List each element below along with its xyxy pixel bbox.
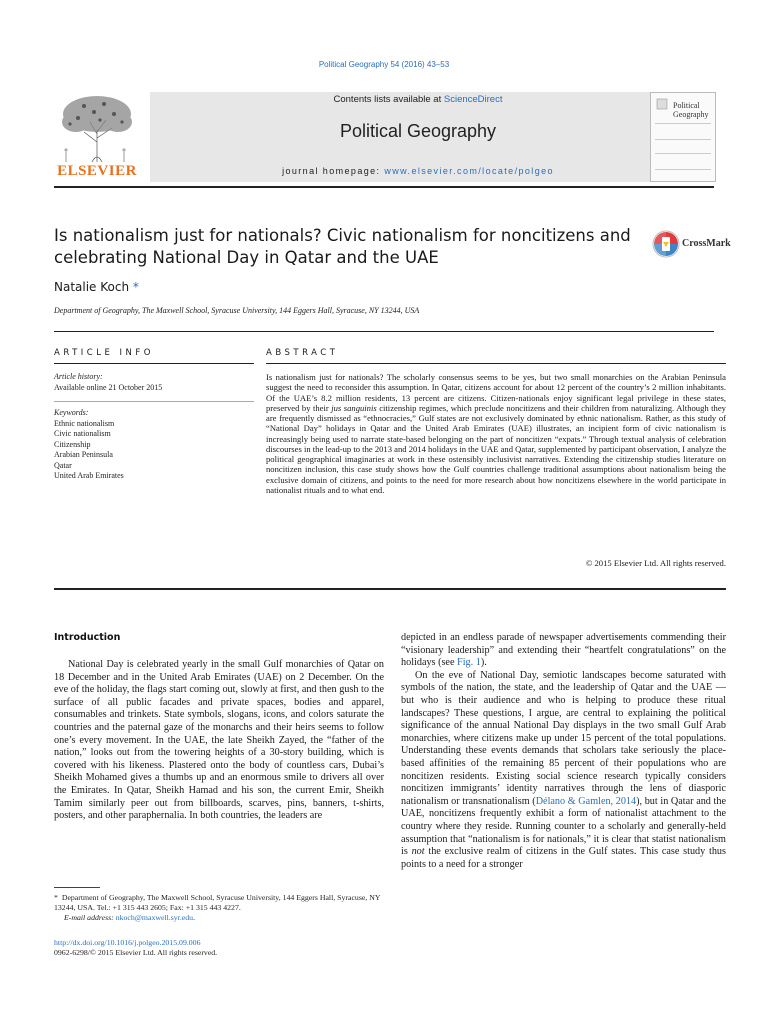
- paragraph-part: the exclusive realm of citizens in the Gulf states. This case study thus points to a need for a stronger: [401, 846, 726, 870]
- keyword: Citizenship: [54, 439, 91, 449]
- body-paragraph: [401, 670, 726, 872]
- author-name: Natalie Koch: [54, 280, 130, 294]
- keywords-label: Keywords:: [54, 408, 89, 417]
- body-paragraph: National Day is celebrated yearly in the small Gulf monarchies of Qatar on 18 December and in the United Arab Emirates (UAE) on 2 December. On the eve of the holiday, the flags start coming out, slowly at first, and then gush to the surface of all public facades and private spaces, bodies and apparel, consumables and trinkets. State symbols, slogans, icons, and colors saturate the countries and the paternal gaze of the monarchs and their heirs seems to follow one’s every movement. In the UAE, the late Sheikh Zayed, the “father of the nation,” looks out from the towering heights of a 30-story building, which is covered with his likeness. Plastered onto the body of countless cars, Dubai’s Sheikh Mohamed gives a thumbs up and an enormous smile to drivers all over the Emirates. In Qatar, Sheikh Hamad and his son, the current Emir, Sheikh Tamim similarly peer out from billboards, scarves, pins, banners, t-shirts, posters, and other paraphernalia. In both countries, the leaders are: [54, 659, 384, 822]
- abstract-italic: jus sanguinis: [331, 402, 377, 413]
- introduction-heading: Introduction: [54, 632, 121, 643]
- cover-title: [673, 101, 709, 119]
- crossmark-icon: [652, 230, 680, 258]
- elsevier-wordmark: ELSEVIER: [57, 163, 137, 179]
- crossmark-label: CrossMark: [682, 238, 731, 249]
- author-affiliation: Department of Geography, The Maxwell School, Syracuse University, 144 Eggers Hall, Syracuse, NY 13244, USA: [54, 306, 420, 315]
- reference-link[interactable]: Délano & Gamlen, 2014: [535, 795, 637, 807]
- email-link[interactable]: nkoch@maxwell.syr.edu: [115, 913, 194, 922]
- contents-prefix: Contents lists available at: [333, 94, 444, 105]
- issn-line: 0962-6298/© 2015 Elsevier Ltd. All rights reserved.: [54, 948, 218, 957]
- cover-title-line1: Political: [673, 101, 700, 110]
- footnote-email-line: [54, 913, 384, 923]
- article-title: [54, 225, 644, 269]
- journal-title: Political Geography: [339, 121, 497, 141]
- paragraph-part: On the eve of National Day, semiotic landscapes become saturated with symbols of the nation, the state, and the leadership of Qatar and the UAE — but who is their audience and who is helping to produce these ritual landscapes? These questions, I argue, are central to explaining the political significance of the annual National Day displays in the two small Gulf Arab monarchies, where citizens make up under 15 percent of the total populations. Understanding these events demands that scholars take seriously the place-based affinities of the remaining 85 percent of their populations who are noncitizen residents. Existing social science research typically considers noncitizen immigrants’ identity narratives through the lens of diasporic nationalism or transnationalism (: [401, 669, 726, 807]
- elsevier-logo[interactable]: [54, 92, 140, 182]
- journal-banner: [150, 92, 686, 182]
- history-label: Article history:: [54, 372, 103, 381]
- email-label: E-mail address:: [64, 913, 116, 922]
- crossmark-badge[interactable]: [652, 230, 732, 260]
- paragraph-part: ).: [480, 657, 487, 669]
- abstract-heading: ABSTRACT: [266, 348, 339, 358]
- keyword: Arabian Peninsula: [54, 450, 113, 459]
- article-history: [54, 372, 254, 393]
- history-value: Available online 21 October 2015: [54, 382, 163, 392]
- doi-block: [54, 938, 217, 958]
- paragraph-italic: not: [411, 846, 425, 858]
- article-info-rule: [54, 363, 254, 364]
- body-top-rule: [54, 588, 726, 590]
- abstract-part: citizenship regimes, which preclude noncitizens and their children from naturalizing. Although they are frequently dismissed as “ethnocracies,” Gulf states are not exclusively dominated by ethnic nationalism. Rather, as this study of “National Day” holidays in Qatar and the United Arab Emirates (UAE) illustrates, an incipient form of civic nationalism is increasingly being used to narrate state-based belonging on the part of noncitizen “expats.” Through textual analysis of celebration discourses in the lead-up to the 2013 and 2014 holidays in the UAE and Qatar, supplemented by participant observation, I analyze the political geographical imaginaries at work in these ostensibly inclusivist narratives. Extending the citizenship studies literature on noncitizen inclusion, this case study shows how the Gulf countries challenge traditional assumptions about nationalism being the exclusive domain of citizens, and points to the need for more research about how noncitizens elsewhere in the world participate in nationalist rituals and to what end.: [266, 402, 727, 495]
- cover-divider: [655, 139, 711, 140]
- footnote-marker: *: [54, 893, 58, 902]
- abstract-rule: [266, 363, 726, 364]
- homepage-link[interactable]: www.elsevier.com/locate/polgeo: [384, 166, 554, 176]
- keywords-block: [54, 408, 254, 482]
- cover-divider: [655, 169, 711, 170]
- right-column: [401, 632, 726, 871]
- keyword: Ethnic nationalism: [54, 418, 115, 428]
- journal-citation[interactable]: Political Geography 54 (2016) 43–53: [318, 60, 450, 69]
- sciencedirect-link[interactable]: ScienceDirect: [443, 94, 503, 105]
- homepage-line: [150, 166, 686, 176]
- author-footnote: [54, 893, 384, 923]
- left-column: [54, 659, 384, 823]
- contents-line: [150, 94, 686, 105]
- footnote-rule: [54, 887, 100, 888]
- keyword: Civic nationalism: [54, 429, 111, 438]
- cover-emblem-icon: [656, 98, 668, 110]
- header-rule: [54, 186, 714, 188]
- article-info-heading: ARTICLE INFO: [54, 348, 154, 358]
- author-line: [54, 280, 139, 294]
- abstract-copyright: © 2015 Elsevier Ltd. All rights reserved.: [585, 558, 726, 568]
- paragraph-part: ), but in Qatar and the UAE, noncitizens frequently exhibit a form of nationalist attachment to the country where they reside. Running counter to a scholarly and generally-held assumption that “nationalism is for nationals,” it is clear that statist nationalism is: [401, 795, 726, 858]
- abstract-part: Is nationalism just for nationals? The scholarly consensus seems to be yes, but two small monarchies on the Arabian Peninsula suggest the need to reconsider this assumption. In Qatar, citizens account for about 12 percent of the country’s 2 million inhabitants. Of the UAE’s 8.2 million residents, 13 percent are citizens. Citizen-nationals enjoy significant legal privilege in these states, preserved by their: [266, 372, 726, 413]
- keyword: Qatar: [54, 460, 72, 470]
- keyword: United Arab Emirates: [54, 471, 124, 480]
- cover-title-line2: Geography: [673, 110, 709, 119]
- abstract-text: [266, 372, 726, 495]
- journal-cover-thumbnail[interactable]: [650, 92, 716, 182]
- article-title-line1: Is nationalism just for nationals? Civic nationalism for noncitizens and: [54, 226, 631, 245]
- info-top-rule: [54, 331, 714, 332]
- body-paragraph: [401, 632, 726, 670]
- tree-icon: [54, 92, 140, 164]
- footnote-text: Department of Geography, The Maxwell School, Syracuse University, 144 Eggers Hall, Syracuse, NY 13244, USA. Tel.: +1 315 443 2605; Fax: +1 315 443 4227.: [54, 893, 381, 912]
- figure-link[interactable]: Fig. 1: [457, 657, 481, 669]
- cover-divider: [655, 153, 711, 154]
- paragraph-part: depicted in an endless parade of newspaper advertisements commending their “visionary leadership” and extending their “heartfelt congratulations” on the holidays (see: [401, 632, 726, 669]
- homepage-prefix: journal homepage:: [282, 166, 385, 176]
- history-divider: [54, 401, 254, 402]
- doi-link[interactable]: http://dx.doi.org/10.1016/j.polgeo.2015.09.006: [54, 938, 201, 947]
- cover-divider: [655, 123, 711, 124]
- footnote-text-line: [54, 893, 384, 913]
- email-end: .: [193, 913, 195, 922]
- article-title-line2: celebrating National Day in Qatar and the UAE: [54, 248, 439, 267]
- journal-header: [54, 92, 714, 184]
- author-footnote-marker[interactable]: *: [132, 280, 139, 294]
